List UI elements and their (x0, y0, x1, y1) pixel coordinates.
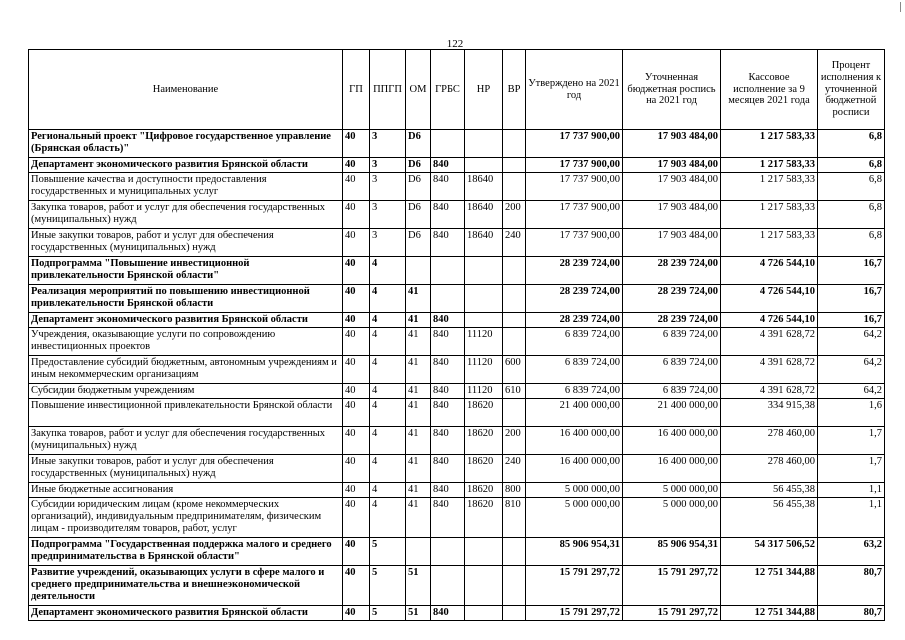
cell-name: Реализация мероприятий по повышению инвестиционной привлекательности Брянской области (29, 285, 343, 313)
cell-name: Департамент экономического развития Брянской области (29, 313, 343, 328)
cell-vr (503, 257, 526, 285)
cell-np: 18620 (465, 427, 503, 455)
cell-om: D6 (406, 130, 431, 158)
cell-vr (503, 285, 526, 313)
cell-vr (503, 130, 526, 158)
cell-approved: 28 239 724,00 (526, 285, 623, 313)
cell-cash: 12 751 344,88 (721, 606, 818, 621)
cell-refined: 6 839 724,00 (623, 328, 721, 356)
cell-vr (503, 313, 526, 328)
cell-name: Повышение качества и доступности предоставления государственных и муниципальных услуг (29, 173, 343, 201)
cell-approved: 17 737 900,00 (526, 158, 623, 173)
table-row (29, 606, 885, 621)
cell-name: Субсидии юридическим лицам (кроме некоммерческих организаций), индивидуальным предпринимателям, физическим лицам - производителям товаров, работ, услуг (29, 498, 343, 538)
cell-vr (503, 158, 526, 173)
cell-percent: 6,8 (818, 173, 885, 201)
table-row (29, 384, 885, 399)
cell-grbs: 840 (431, 356, 465, 384)
cell-grbs (431, 538, 465, 566)
cell-refined: 17 903 484,00 (623, 201, 721, 229)
cell-grbs: 840 (431, 483, 465, 498)
cell-percent: 1,7 (818, 455, 885, 483)
cell-name: Субсидии бюджетным учреждениям (29, 384, 343, 399)
cell-vr: 800 (503, 483, 526, 498)
cell-refined: 16 400 000,00 (623, 455, 721, 483)
cell-grbs: 840 (431, 606, 465, 621)
cell-cash: 4 726 544,10 (721, 257, 818, 285)
cell-ppgp: 3 (370, 173, 406, 201)
cell-cash: 1 217 583,33 (721, 130, 818, 158)
cell-vr: 240 (503, 229, 526, 257)
cell-percent: 16,7 (818, 285, 885, 313)
cell-vr: 200 (503, 201, 526, 229)
cell-gp: 40 (343, 399, 370, 427)
cell-np (465, 285, 503, 313)
cell-ppgp: 3 (370, 201, 406, 229)
cell-name: Закупка товаров, работ и услуг для обеспечения государственных (муниципальных) нужд (29, 201, 343, 229)
page-edge-mark (900, 2, 901, 12)
cell-approved: 17 737 900,00 (526, 201, 623, 229)
cell-grbs: 840 (431, 313, 465, 328)
cell-gp: 40 (343, 158, 370, 173)
cell-approved: 28 239 724,00 (526, 257, 623, 285)
cell-cash: 334 915,38 (721, 399, 818, 427)
cell-refined: 16 400 000,00 (623, 427, 721, 455)
cell-ppgp: 4 (370, 455, 406, 483)
table-row (29, 313, 885, 328)
cell-gp: 40 (343, 455, 370, 483)
cell-gp: 40 (343, 173, 370, 201)
cell-refined: 5 000 000,00 (623, 498, 721, 538)
cell-om: 41 (406, 384, 431, 399)
cell-vr: 810 (503, 498, 526, 538)
cell-np: 18620 (465, 483, 503, 498)
cell-np: 18640 (465, 229, 503, 257)
cell-vr (503, 399, 526, 427)
cell-ppgp: 4 (370, 356, 406, 384)
cell-gp: 40 (343, 606, 370, 621)
cell-om: D6 (406, 229, 431, 257)
cell-name: Предоставление субсидий бюджетным, автономным учреждениям и иным некоммерческим организациям (29, 356, 343, 384)
cell-refined: 15 791 297,72 (623, 566, 721, 606)
cell-cash: 278 460,00 (721, 427, 818, 455)
cell-percent: 1,6 (818, 399, 885, 427)
cell-cash: 56 455,38 (721, 498, 818, 538)
cell-refined: 17 903 484,00 (623, 173, 721, 201)
cell-grbs: 840 (431, 498, 465, 538)
cell-om: 51 (406, 566, 431, 606)
cell-approved: 15 791 297,72 (526, 606, 623, 621)
cell-refined: 17 903 484,00 (623, 158, 721, 173)
header-percent: Процент исполнения к уточненной бюджетной росписи (818, 50, 885, 130)
cell-vr: 610 (503, 384, 526, 399)
cell-grbs: 840 (431, 455, 465, 483)
table-row (29, 229, 885, 257)
cell-ppgp: 5 (370, 538, 406, 566)
cell-om: 41 (406, 328, 431, 356)
cell-percent: 63,2 (818, 538, 885, 566)
cell-gp: 40 (343, 328, 370, 356)
cell-vr (503, 566, 526, 606)
cell-name: Иные бюджетные ассигнования (29, 483, 343, 498)
cell-vr (503, 328, 526, 356)
cell-name: Подпрограмма "Повышение инвестиционной привлекательности Брянской области" (29, 257, 343, 285)
cell-percent: 1,1 (818, 498, 885, 538)
cell-ppgp: 4 (370, 498, 406, 538)
cell-refined: 21 400 000,00 (623, 399, 721, 427)
cell-ppgp: 3 (370, 130, 406, 158)
cell-cash: 56 455,38 (721, 483, 818, 498)
cell-refined: 85 906 954,31 (623, 538, 721, 566)
cell-ppgp: 4 (370, 257, 406, 285)
cell-approved: 6 839 724,00 (526, 328, 623, 356)
cell-percent: 64,2 (818, 328, 885, 356)
header-gp: ГП (343, 50, 370, 130)
cell-percent: 64,2 (818, 356, 885, 384)
cell-refined: 17 903 484,00 (623, 229, 721, 257)
cell-refined: 28 239 724,00 (623, 313, 721, 328)
cell-refined: 28 239 724,00 (623, 257, 721, 285)
cell-approved: 17 737 900,00 (526, 173, 623, 201)
cell-gp: 40 (343, 201, 370, 229)
cell-vr (503, 538, 526, 566)
table-row (29, 498, 885, 538)
cell-refined: 28 239 724,00 (623, 285, 721, 313)
cell-om: 41 (406, 399, 431, 427)
cell-np: 11120 (465, 384, 503, 399)
table-row (29, 257, 885, 285)
budget-table (28, 49, 885, 621)
cell-cash: 54 317 506,52 (721, 538, 818, 566)
cell-gp: 40 (343, 483, 370, 498)
cell-om (406, 538, 431, 566)
cell-name: Закупка товаров, работ и услуг для обеспечения государственных (муниципальных) нужд (29, 427, 343, 455)
cell-cash: 4 726 544,10 (721, 285, 818, 313)
cell-approved: 6 839 724,00 (526, 356, 623, 384)
page-number: 122 (446, 38, 464, 50)
table-body (29, 130, 885, 621)
cell-cash: 4 391 628,72 (721, 328, 818, 356)
cell-cash: 278 460,00 (721, 455, 818, 483)
cell-np: 18620 (465, 399, 503, 427)
cell-om: 41 (406, 285, 431, 313)
header-name: Наименование (29, 50, 343, 130)
cell-gp: 40 (343, 257, 370, 285)
cell-om: 41 (406, 313, 431, 328)
cell-gp: 40 (343, 384, 370, 399)
header-grbs: ГРБС (431, 50, 465, 130)
cell-cash: 1 217 583,33 (721, 201, 818, 229)
cell-np: 11120 (465, 328, 503, 356)
cell-percent: 80,7 (818, 606, 885, 621)
cell-gp: 40 (343, 356, 370, 384)
cell-ppgp: 4 (370, 384, 406, 399)
cell-percent: 6,8 (818, 130, 885, 158)
cell-name: Повышение инвестиционной привлекательности Брянской области (29, 399, 343, 427)
cell-percent: 6,8 (818, 201, 885, 229)
cell-name: Региональный проект "Цифровое государственное управление (Брянская область)" (29, 130, 343, 158)
cell-grbs: 840 (431, 427, 465, 455)
cell-np (465, 130, 503, 158)
cell-approved: 28 239 724,00 (526, 313, 623, 328)
table-row (29, 399, 885, 427)
cell-ppgp: 5 (370, 606, 406, 621)
cell-name: Учреждения, оказывающие услуги по сопровождению инвестиционных проектов (29, 328, 343, 356)
cell-percent: 16,7 (818, 313, 885, 328)
cell-gp: 40 (343, 538, 370, 566)
cell-cash: 4 391 628,72 (721, 356, 818, 384)
cell-vr (503, 173, 526, 201)
cell-cash: 12 751 344,88 (721, 566, 818, 606)
cell-ppgp: 4 (370, 285, 406, 313)
cell-ppgp: 4 (370, 399, 406, 427)
cell-refined: 6 839 724,00 (623, 384, 721, 399)
cell-np: 18620 (465, 498, 503, 538)
cell-ppgp: 4 (370, 483, 406, 498)
cell-vr: 200 (503, 427, 526, 455)
cell-name: Подпрограмма "Государственная поддержка малого и среднего предпринимательства в Брянской области" (29, 538, 343, 566)
cell-grbs: 840 (431, 328, 465, 356)
cell-approved: 17 737 900,00 (526, 130, 623, 158)
header-np: НР (465, 50, 503, 130)
cell-approved: 5 000 000,00 (526, 498, 623, 538)
cell-approved: 17 737 900,00 (526, 229, 623, 257)
cell-grbs (431, 257, 465, 285)
cell-gp: 40 (343, 313, 370, 328)
cell-percent: 16,7 (818, 257, 885, 285)
table-header (29, 50, 885, 130)
cell-om: D6 (406, 201, 431, 229)
cell-np: 18640 (465, 201, 503, 229)
cell-ppgp: 4 (370, 313, 406, 328)
cell-om: 41 (406, 427, 431, 455)
header-ppgp: ППГП (370, 50, 406, 130)
cell-approved: 21 400 000,00 (526, 399, 623, 427)
cell-gp: 40 (343, 229, 370, 257)
cell-cash: 1 217 583,33 (721, 158, 818, 173)
table-row (29, 201, 885, 229)
cell-om: D6 (406, 158, 431, 173)
cell-np: 18640 (465, 173, 503, 201)
cell-percent: 1,7 (818, 427, 885, 455)
table-row (29, 455, 885, 483)
cell-refined: 17 903 484,00 (623, 130, 721, 158)
cell-np (465, 158, 503, 173)
header-cash: Кассовое исполнение за 9 месяцев 2021 года (721, 50, 818, 130)
cell-percent: 1,1 (818, 483, 885, 498)
table-row (29, 173, 885, 201)
cell-refined: 6 839 724,00 (623, 356, 721, 384)
table-row (29, 130, 885, 158)
cell-cash: 4 726 544,10 (721, 313, 818, 328)
cell-np (465, 538, 503, 566)
header-om: ОМ (406, 50, 431, 130)
cell-grbs (431, 566, 465, 606)
cell-name: Иные закупки товаров, работ и услуг для обеспечения государственных (муниципальных) нужд (29, 229, 343, 257)
cell-grbs: 840 (431, 173, 465, 201)
cell-om: D6 (406, 173, 431, 201)
cell-refined: 5 000 000,00 (623, 483, 721, 498)
cell-np (465, 257, 503, 285)
cell-om: 41 (406, 356, 431, 384)
cell-ppgp: 4 (370, 427, 406, 455)
cell-percent: 64,2 (818, 384, 885, 399)
cell-vr: 240 (503, 455, 526, 483)
cell-gp: 40 (343, 285, 370, 313)
cell-cash: 1 217 583,33 (721, 229, 818, 257)
cell-grbs: 840 (431, 384, 465, 399)
table-row (29, 427, 885, 455)
cell-ppgp: 3 (370, 158, 406, 173)
cell-name: Департамент экономического развития Брянской области (29, 606, 343, 621)
cell-om (406, 257, 431, 285)
cell-gp: 40 (343, 427, 370, 455)
table-row (29, 538, 885, 566)
cell-grbs: 840 (431, 399, 465, 427)
cell-approved: 16 400 000,00 (526, 427, 623, 455)
cell-om: 51 (406, 606, 431, 621)
cell-np (465, 566, 503, 606)
cell-grbs: 840 (431, 229, 465, 257)
cell-cash: 4 391 628,72 (721, 384, 818, 399)
cell-name: Иные закупки товаров, работ и услуг для обеспечения государственных (муниципальных) нужд (29, 455, 343, 483)
cell-cash: 1 217 583,33 (721, 173, 818, 201)
cell-approved: 16 400 000,00 (526, 455, 623, 483)
cell-gp: 40 (343, 498, 370, 538)
cell-np: 11120 (465, 356, 503, 384)
cell-grbs (431, 130, 465, 158)
cell-vr (503, 606, 526, 621)
cell-np: 18620 (465, 455, 503, 483)
cell-name: Развитие учреждений, оказывающих услуги в сфере малого и среднего предпринимательства и внешнеэкономической деятельности (29, 566, 343, 606)
cell-om: 41 (406, 455, 431, 483)
table-row (29, 158, 885, 173)
cell-approved: 15 791 297,72 (526, 566, 623, 606)
cell-grbs: 840 (431, 201, 465, 229)
cell-approved: 85 906 954,31 (526, 538, 623, 566)
cell-ppgp: 4 (370, 328, 406, 356)
cell-name: Департамент экономического развития Брянской области (29, 158, 343, 173)
table-row (29, 566, 885, 606)
cell-om: 41 (406, 483, 431, 498)
table-row (29, 483, 885, 498)
cell-grbs (431, 285, 465, 313)
cell-percent: 80,7 (818, 566, 885, 606)
cell-ppgp: 3 (370, 229, 406, 257)
header-refined: Уточненная бюджетная роспись на 2021 год (623, 50, 721, 130)
cell-vr: 600 (503, 356, 526, 384)
cell-refined: 15 791 297,72 (623, 606, 721, 621)
cell-percent: 6,8 (818, 229, 885, 257)
cell-np (465, 313, 503, 328)
cell-approved: 6 839 724,00 (526, 384, 623, 399)
header-vr: ВР (503, 50, 526, 130)
cell-ppgp: 5 (370, 566, 406, 606)
cell-grbs: 840 (431, 158, 465, 173)
cell-gp: 40 (343, 566, 370, 606)
cell-om: 41 (406, 498, 431, 538)
cell-np (465, 606, 503, 621)
cell-percent: 6,8 (818, 158, 885, 173)
table-row (29, 328, 885, 356)
cell-approved: 5 000 000,00 (526, 483, 623, 498)
table-row (29, 356, 885, 384)
table-row (29, 285, 885, 313)
cell-gp: 40 (343, 130, 370, 158)
header-approved: Утверждено на 2021 год (526, 50, 623, 130)
